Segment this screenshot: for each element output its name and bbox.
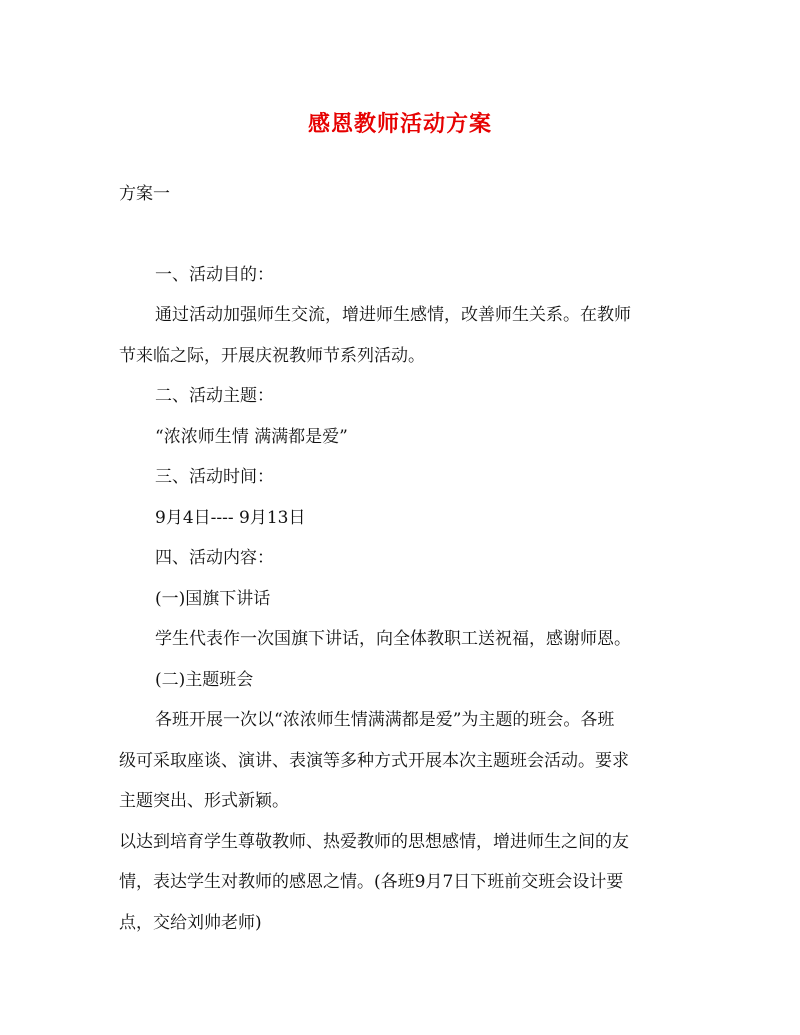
subheading-class-meeting: (二)主题班会 (155, 670, 254, 690)
section-label: 方案一 (119, 184, 170, 204)
heading-theme: 二、活动主题： (155, 386, 274, 406)
paragraph-line: 情，表达学生对教师的感恩之情。(各班9月7日下班前交班会设计要 (119, 872, 624, 892)
paragraph-line: 学生代表作一次国旗下讲话，向全体教职工送祝福，感谢师恩。 (155, 629, 631, 649)
paragraph-line: 各班开展一次以“浓浓师生情满满都是爱”为主题的班会。各班 (155, 710, 615, 730)
time-text: 9月4日---- 9月13日 (155, 508, 306, 528)
theme-text: “浓浓师生情 满满都是爱” (155, 427, 348, 447)
subheading-flag-speech: (一)国旗下讲话 (155, 589, 271, 609)
document-title: 感恩教师活动方案 (307, 111, 492, 137)
paragraph-line: 点，交给刘帅老师) (119, 913, 262, 933)
paragraph-line: 节来临之际，开展庆祝教师节系列活动。 (119, 346, 425, 366)
paragraph-line: 以达到培育学生尊敬教师、热爱教师的思想感情，增进师生之间的友 (119, 832, 629, 852)
paragraph-line: 级可采取座谈、演讲、表演等多种方式开展本次主题班会活动。要求 (119, 751, 629, 771)
heading-purpose: 一、活动目的： (155, 265, 274, 285)
heading-time: 三、活动时间： (155, 467, 274, 487)
heading-content: 四、活动内容： (155, 548, 274, 568)
paragraph-line: 通过活动加强师生交流，增进师生感情，改善师生关系。在教师 (155, 305, 631, 325)
paragraph-line: 主题突出、形式新颖。 (119, 791, 289, 811)
